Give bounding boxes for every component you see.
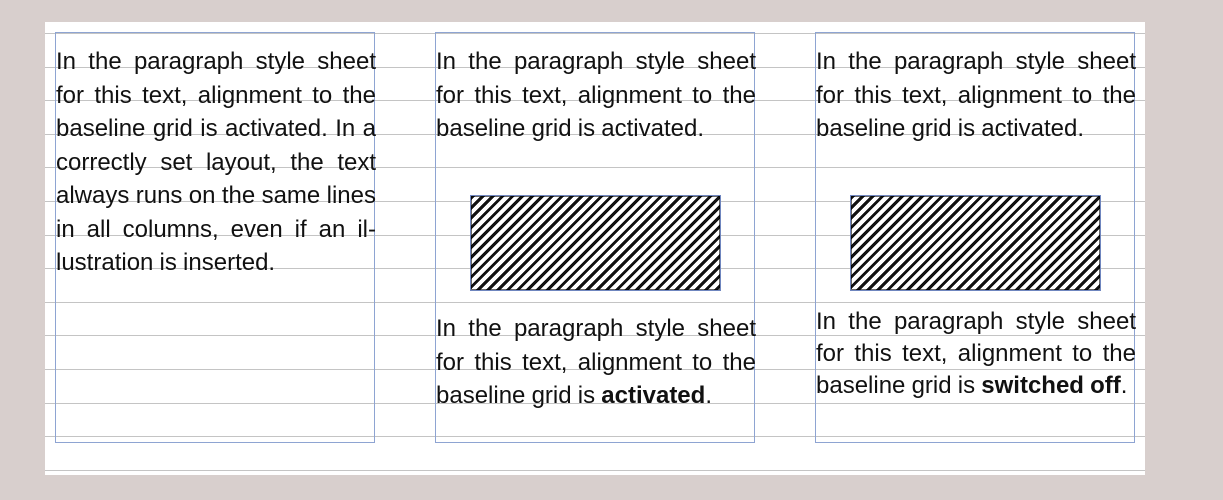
text-frame-column-1[interactable] <box>55 32 375 443</box>
emphasis-text: activated <box>601 382 706 409</box>
emphasis-text: switched off <box>981 372 1121 399</box>
paragraph-bottom-grid-aligned <box>436 312 756 413</box>
paragraph-grid-aligned-long: In the paragraph style sheet for this text, alignment to the baseline grid is activated. In a correctly set layout, the text always runs on the same lines in all columns, even if an illustration is inserted. <box>56 48 376 276</box>
paragraph-end: . <box>705 382 712 409</box>
paragraph-end: . <box>1120 372 1128 399</box>
document-page <box>45 22 1145 475</box>
text-frame-column-3[interactable] <box>815 32 1135 443</box>
text-frame-column-2[interactable] <box>435 32 755 443</box>
paragraph-top: In the paragraph style sheet for this text, alignment to the baseline grid is activated. <box>436 48 756 142</box>
hatched-illustration-placeholder <box>850 195 1101 291</box>
baseline-gridline <box>45 470 1145 471</box>
paragraph-bottom-grid-off <box>816 306 1136 402</box>
hatched-illustration-placeholder <box>470 195 721 291</box>
paragraph-text: In the paragraph style sheet for this text, alignment to the baseline grid is <box>436 315 756 409</box>
paragraph-top: In the paragraph style sheet for this text, alignment to the baseline grid is activated. <box>816 48 1136 142</box>
paragraph-text: In the paragraph style sheet for this text, alignment to the baseline grid is <box>816 308 1136 399</box>
